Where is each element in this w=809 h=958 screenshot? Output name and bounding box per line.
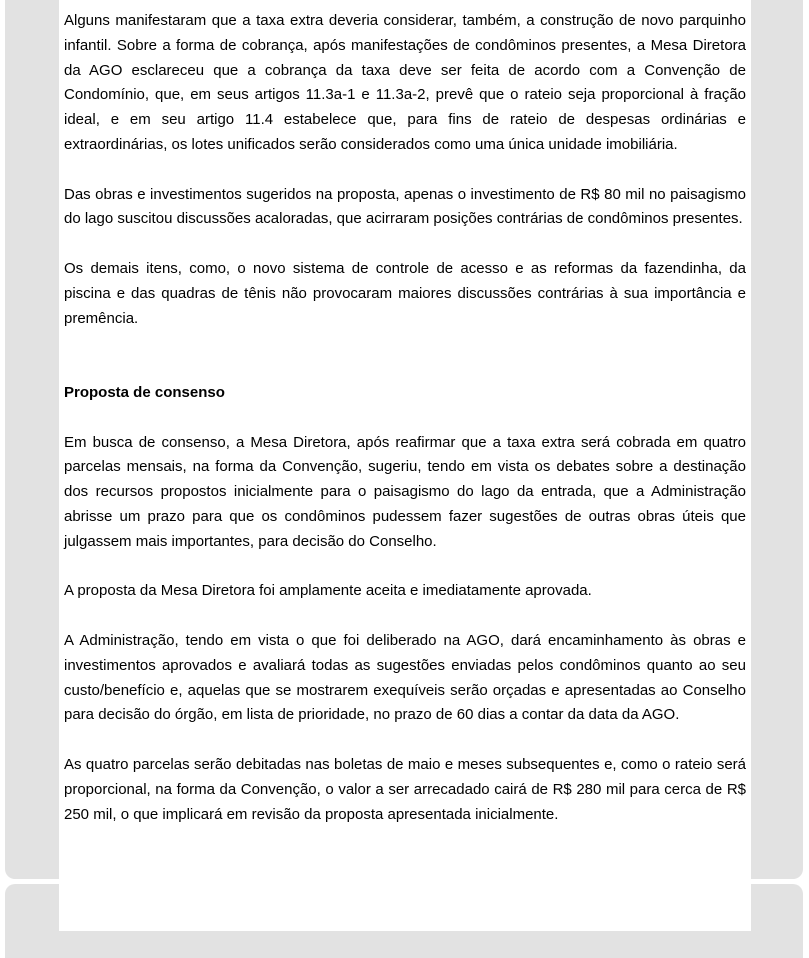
section-heading: Proposta de consenso [64, 383, 225, 401]
section-spacer [64, 356, 746, 381]
paragraph-taxa-extra: Alguns manifestaram que a taxa extra deveria considerar, também, a construção de novo parquinho infantil. Sobre a forma de cobrança, após manifestações de condôminos presentes, a Mesa Diretora da AGO esclareceu que a cobrança da taxa deve ser feita de acordo com a Convenção de Condomínio, que, em seus artigos 11.3a-1 e 11.3a-2, prevê que o rateio seja proporcional à fração ideal, e em seu artigo 11.4 estabelece que, para fins de rateio de despesas ordinárias e extraordinárias, os lotes unificados serão considerados como uma única unidade imobiliária. [64, 12, 746, 153]
paragraph-parcelas: As quatro parcelas serão debitadas nas boletas de maio e meses subsequentes e, como o rateio será proporcional, na forma da Convenção, o valor a ser arrecadado cairá de R$ 280 mil para cerca de R$ 250 mil, o que implicará em revisão da proposta apresentada inicialmente. [64, 755, 746, 823]
paragraph-obras-investimentos: Das obras e investimentos sugeridos na proposta, apenas o investimento de R$ 80 mil no paisagismo do lago suscitou discussões acaloradas, que acirraram posições contrárias de condôminos presentes. [64, 185, 746, 228]
paragraph-busca-consenso: Em busca de consenso, a Mesa Diretora, após reafirmar que a taxa extra será cobrada em quatro parcelas mensais, na forma da Convenção, sugeriu, tendo em vista os debates sobre a destinação dos recursos propostos inicialmente para o paisagismo do lago da entrada, que a Administração abrisse um prazo para que os condôminos pudessem fazer sugestões de outras obras úteis que julgassem mais importantes, para decisão do Conselho. [64, 433, 746, 550]
paragraph-demais-itens: Os demais itens, como, o novo sistema de controle de acesso e as reformas da fazendinha, da piscina e das quadras de tênis não provocaram maiores discussões contrárias à sua importância e premência. [64, 259, 746, 327]
paragraph-proposta-aprovada: A proposta da Mesa Diretora foi amplamente aceita e imediatamente aprovada. [64, 582, 592, 600]
article-content [59, 0, 751, 931]
paragraph-administracao: A Administração, tendo em vista o que foi deliberado na AGO, dará encaminhamento às obras e investimentos aprovados e avaliará todas as sugestões enviadas pelos condôminos quanto ao seu custo/benefício e, aquelas que se mostrarem exequíveis serão orçadas e apresentadas ao Conselho para decisão do órgão, em lista de prioridade, no prazo de 60 dias a contar da data da AGO. [64, 631, 746, 724]
